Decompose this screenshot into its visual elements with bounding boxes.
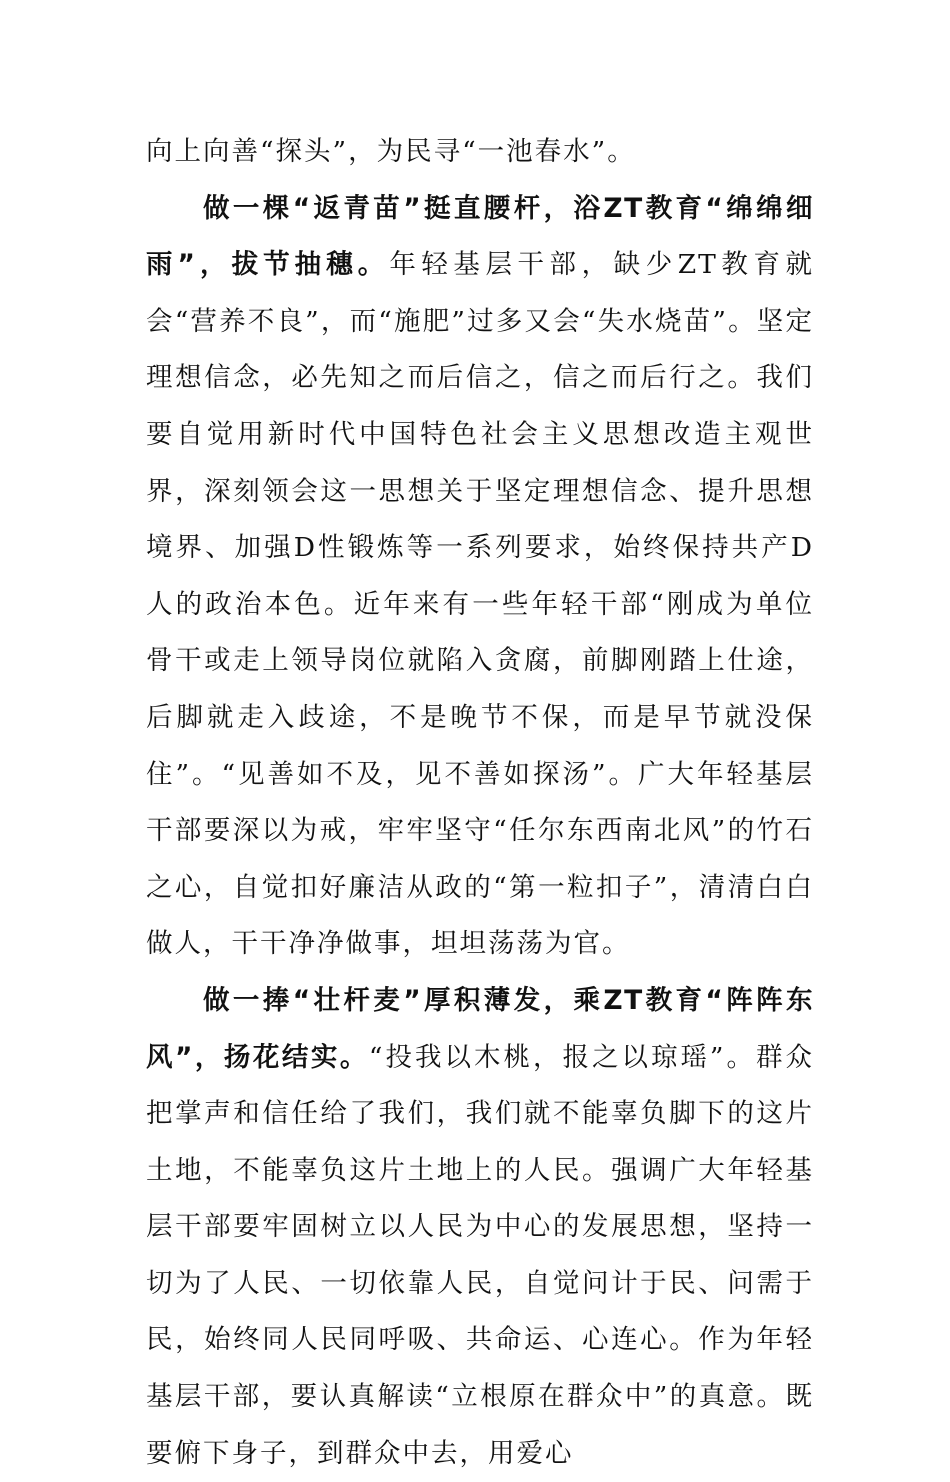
paragraph-1-text: 向上向善“探头”，为民寻“一池春水”。	[146, 136, 636, 167]
paragraph-3-text: “投我以木桃，报之以琼瑶”。群众把掌声和信任给了我们，我们就不能辜负脚下的这片土地，不能辜负这片土地上的人民。强调广大年轻基层干部要牢固树立以人民为中心的发展思想，坚持一切为了人民、一切依靠人民，自觉问计于民、问需于民，始终同人民同呼吸、共命运、心连心。作为年轻基层干部，要认真解读“立根原在群众中”的真意。既要俯下身子，到群众中去，用爱心	[146, 1041, 814, 1469]
document-body	[146, 124, 814, 1482]
paragraph-3	[146, 973, 814, 1482]
paragraph-2-heading: 做一棵“返青苗”挺直腰杆，浴ZT教育“绵绵细雨”，拔节抽穗。	[146, 192, 814, 281]
paragraph-3-heading: 做一捧“壮杆麦”厚积薄发，乘ZT教育“阵阵东风”，扬花结实。	[146, 984, 814, 1073]
paragraph-2-text: 年轻基层干部，缺少ZT教育就会“营养不良”，而“施肥”过多又会“失水烧苗”。坚定理想信念，必先知之而后信之，信之而后行之。我们要自觉用新时代中国特色社会主义思想改造主观世界，深刻领会这一思想关于坚定理想信念、提升思想境界、加强D性锻炼等一系列要求，始终保持共产D人的政治本色。近年来有一些年轻干部“刚成为单位骨干或走上领导岗位就陷入贪腐，前脚刚踏上仕途，后脚就走入歧途，不是晚节不保，而是早节就没保住”。“见善如不及，见不善如探汤”。广大年轻基层干部要深以为戒，牢牢坚守“任尔东西南北风”的竹石之心，自觉扣好廉洁从政的“第一粒扣子”，清清白白做人，干干净净做事，坦坦荡荡为官。	[146, 249, 814, 960]
paragraph-2	[146, 181, 814, 973]
paragraph-1	[146, 124, 814, 181]
